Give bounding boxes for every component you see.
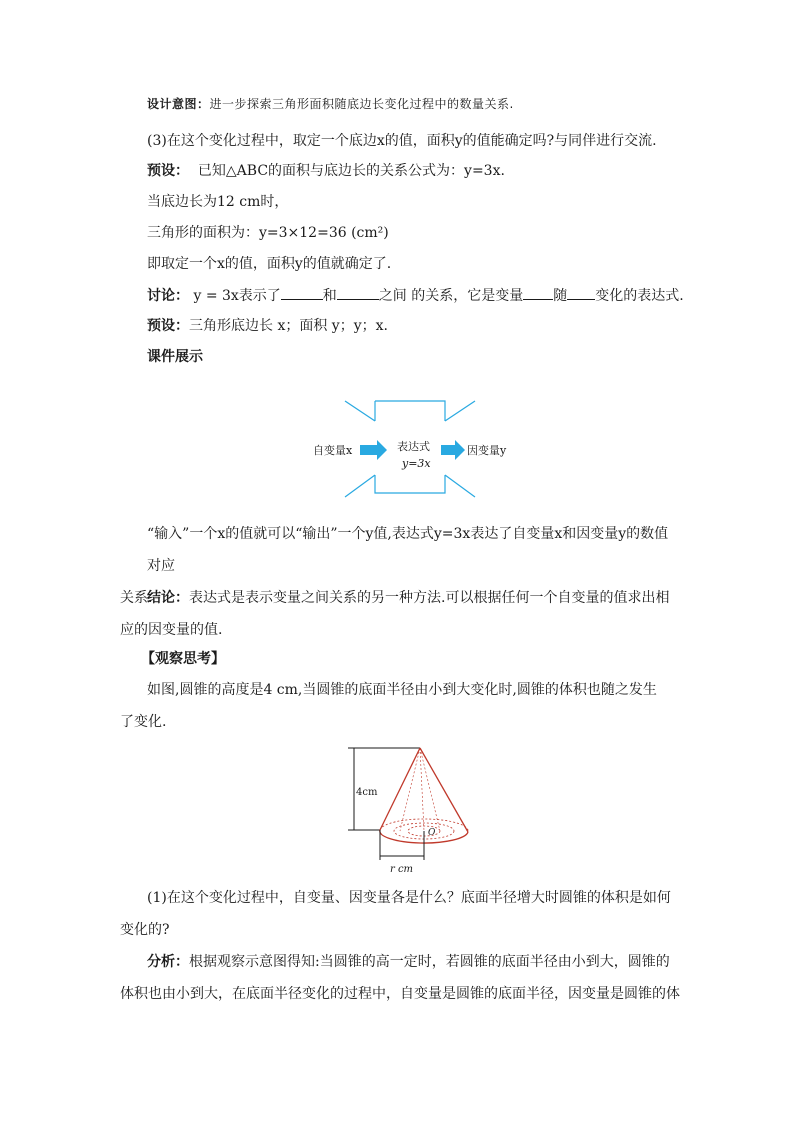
- radius-marker: [380, 830, 424, 860]
- center-label: 表达式: [397, 440, 430, 453]
- preset-2-label: 预设：: [147, 318, 189, 334]
- cone-line-2: 了变化.: [120, 714, 167, 730]
- cone-paragraph: [120, 674, 680, 738]
- blank-1[interactable]: [281, 285, 323, 300]
- design-intent-text: 进一步探索三角形面积随底边长变化过程中的数量关系.: [209, 97, 514, 111]
- preset-1-text: 已知△ABC的面积与底边长的关系公式为：y=3x.: [197, 163, 505, 179]
- conclusion-text-1: 表达式是表示变量之间关系的另一种方法.可以根据任何一个自变量的值求出相: [189, 590, 670, 606]
- height-label: 4cm: [356, 787, 378, 798]
- input-label: 自变量x: [313, 444, 353, 457]
- preset-1-label: 预设：: [147, 163, 189, 179]
- center-point-label: O: [428, 828, 436, 838]
- analysis-line-2: 体积也由小到大，在底面半径变化的过程中，自变量是圆锥的底面半径，因变量是圆锥的体: [120, 986, 680, 1002]
- discussion-part-a: y = 3x表示了: [193, 288, 281, 304]
- input-arrow-icon: [360, 440, 387, 460]
- center-formula: y=3x: [402, 457, 431, 470]
- conclusion-paragraph: [120, 582, 680, 646]
- discussion-label: 讨论：: [147, 288, 189, 304]
- q1-line-1: (1)在这个变化过程中，自变量、因变量各是什么？底面半径增大时圆锥的体积是如何: [147, 890, 671, 906]
- conclusion-label: 结论：: [147, 590, 189, 606]
- design-intent-label: 设计意图：: [147, 97, 210, 111]
- io-line-1: “输入”一个x的值就可以“输出”一个y值,表达式y=3x表达了自变量x和因变量y的数值对应: [147, 526, 669, 574]
- q1-line-2: 变化的?: [120, 922, 170, 938]
- io-line-2: 关系.: [120, 590, 153, 606]
- observe-heading: 【观察思考】: [141, 651, 225, 667]
- analysis-paragraph: [120, 946, 680, 1010]
- cone-figure: [340, 740, 490, 880]
- determined-line: 即取定一个x的值，面积y的值就确定了.: [147, 256, 392, 272]
- discussion-part-e: 变化的表达式.: [595, 288, 684, 304]
- blank-3[interactable]: [523, 285, 553, 300]
- discussion-part-b: 和: [322, 288, 337, 304]
- question-3: (3)在这个变化过程中，取定一个底边x的值，面积y的值能确定吗?与同伴进行交流.: [147, 133, 657, 149]
- cone-line-1: 如图,圆锥的高度是4 cm,当圆锥的底面半径由小到大变化时,圆锥的体积也随之发生: [147, 682, 657, 698]
- design-intent-line: [147, 94, 514, 114]
- discussion-part-c: 之间 的关系，它是变量: [378, 288, 524, 304]
- blank-2[interactable]: [337, 285, 379, 300]
- analysis-text-1: 根据观察示意图得知:当圆锥的高一定时，若圆锥的底面半径由小到大，圆锥的: [189, 954, 670, 970]
- input-output-diagram: [305, 393, 515, 503]
- conclusion-line-2: 应的因变量的值.: [120, 622, 223, 638]
- discussion-line: [147, 285, 684, 306]
- analysis-line-1: [120, 946, 680, 978]
- preset-2-line: [147, 316, 388, 336]
- area-line: 三角形的面积为：y=3×12=36 (cm²): [147, 225, 389, 241]
- radius-label: r cm: [390, 864, 414, 875]
- courseware-heading: 课件展示: [147, 349, 203, 365]
- output-label: 因变量y: [467, 444, 507, 457]
- discussion-part-d: 随: [553, 288, 568, 304]
- output-arrow-icon: [441, 440, 465, 460]
- conclusion-line-1: [120, 582, 680, 614]
- preset-1-line: [147, 161, 505, 181]
- when-line: 当底边长为12 cm时，: [147, 194, 289, 210]
- analysis-label: 分析：: [147, 954, 189, 970]
- preset-2-text: 三角形底边长 x；面积 y；y；x.: [189, 318, 388, 334]
- blank-4[interactable]: [567, 285, 595, 300]
- question-1-paragraph: [120, 882, 680, 946]
- cone-shape: [380, 748, 468, 843]
